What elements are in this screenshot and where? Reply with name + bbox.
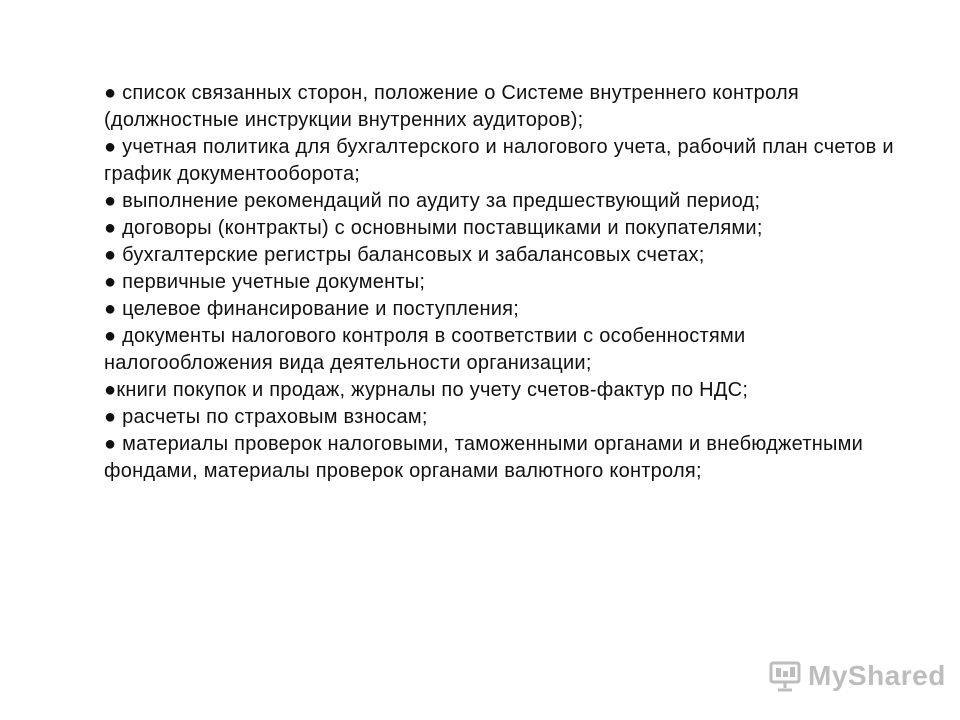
watermark-text: MyShared (808, 660, 946, 691)
list-item: ● учетная политика для бухгалтерского и налогового учета, рабочий план счетов и график документооборота; (104, 136, 894, 185)
list-item: ● документы налогового контроля в соответствии с особенностями налогообложения вида деятельности организации; (104, 325, 746, 374)
list-item: ● договоры (контракты) с основными поставщиками и покупателями; (104, 217, 763, 239)
list-item: ● список связанных сторон, положение о Системе внутреннего контроля (должностные инструкции внутренних аудиторов); (104, 82, 799, 131)
list-item: ● бухгалтерские регистры балансовых и забалансовых счетах; (104, 244, 705, 266)
presentation-screen-icon (768, 659, 802, 693)
list-item: ● материалы проверок налоговыми, таможенными органами и внебюджетными фондами, материалы проверок органами валютного контроля; (104, 433, 864, 482)
slide-body-list (104, 80, 894, 485)
list-item: ● целевое финансирование и поступления; (104, 298, 520, 320)
list-item: ● расчеты по страховым взносам; (104, 406, 428, 428)
watermark-logo (768, 656, 946, 696)
list-item: ● выполнение рекомендаций по аудиту за предшествующий период; (104, 190, 761, 212)
list-item: ●книги покупок и продаж, журналы по учету счетов-фактур по НДС; (104, 379, 749, 401)
list-item: ● первичные учетные документы; (104, 271, 426, 293)
